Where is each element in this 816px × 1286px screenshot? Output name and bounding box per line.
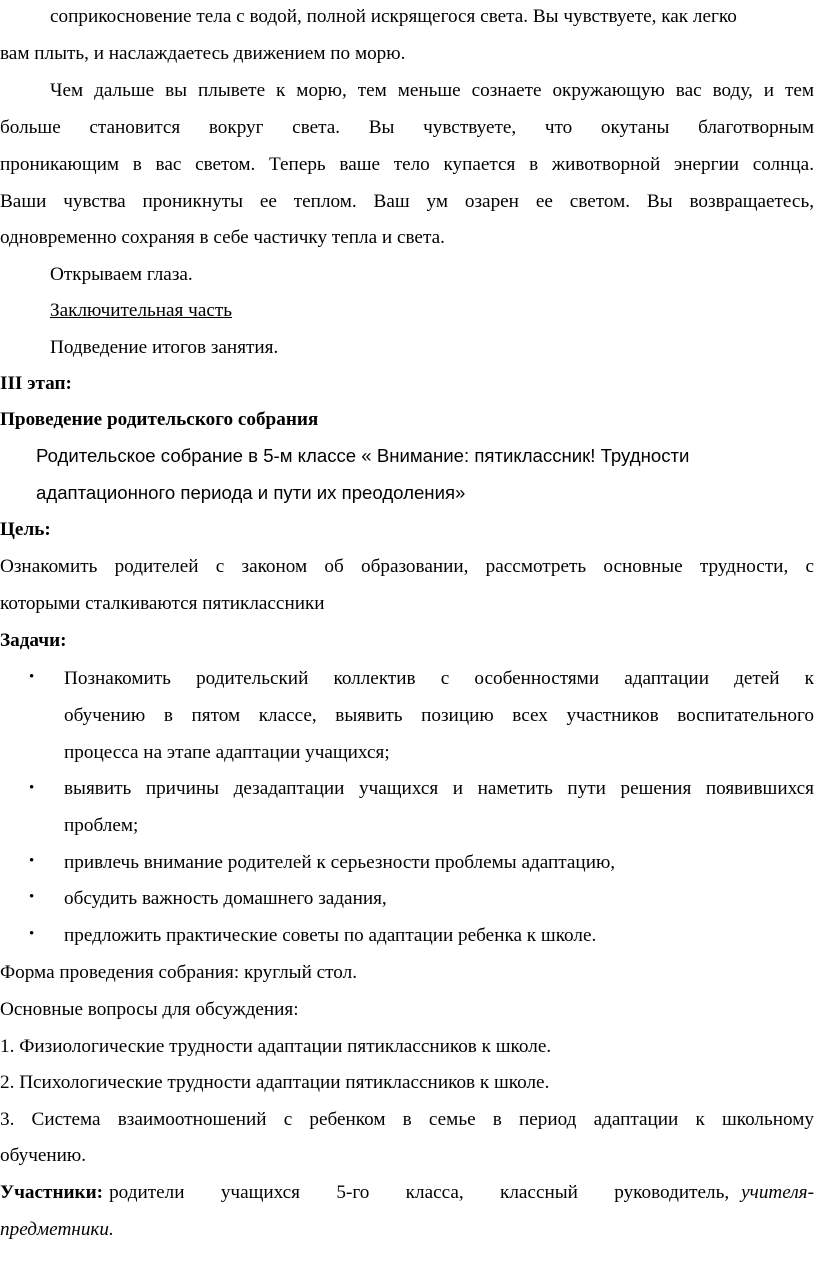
- question-1: 1. Физиологические трудности адаптации пятиклассников к школе.: [0, 1036, 552, 1057]
- bullet-2: •: [29, 780, 35, 796]
- intro-p2-line4: Ваши чувства проникнуты ее теплом. Ваш ум озарен ее светом. Вы возвращаетесь,: [0, 191, 814, 212]
- final-part-heading: Заключительная часть: [50, 300, 232, 321]
- task-4: обсудить важность домашнего задания,: [64, 888, 387, 909]
- tasks-label: Задачи:: [0, 630, 67, 651]
- task-3: привлечь внимание родителей к серьезности проблемы адаптацию,: [64, 852, 616, 873]
- intro-p2-line2: больше становится вокруг света. Вы чувствуете, что окутаны благотворным: [0, 117, 814, 138]
- participants-italic-1: учителя-: [741, 1182, 814, 1203]
- stage-label: III этап:: [0, 373, 72, 394]
- meeting-format: Форма проведения собрания: круглый стол.: [0, 962, 358, 983]
- question-3-line2: обучению.: [0, 1145, 87, 1166]
- open-eyes-text: Открываем глаза.: [50, 264, 193, 285]
- goal-line2: которыми сталкиваются пятиклассники: [0, 593, 325, 614]
- bullet-4: •: [29, 889, 35, 905]
- participants-text: родители учащихся 5-го класса, классный руководитель,: [109, 1182, 730, 1203]
- participants-line1: [0, 1181, 814, 1205]
- task-1-line1: Познакомить родительский коллектив с особенностями адаптации детей к: [64, 668, 814, 689]
- intro-p1-line1: соприкосновение тела с водой, полной искрящегося света. Вы чувствуете, как легко: [50, 6, 737, 27]
- bullet-5: •: [29, 926, 35, 942]
- participants-label: Участники:: [0, 1182, 104, 1203]
- participants-italic-2: предметники.: [0, 1219, 114, 1240]
- task-5: предложить практические советы по адаптации ребенка к школе.: [64, 925, 597, 946]
- participants-words: [109, 1181, 814, 1205]
- intro-p2-line1: Чем дальше вы плывете к морю, тем меньше сознаете окружающую вас воду, и тем: [50, 80, 814, 101]
- task-2-line1: выявить причины дезадаптации учащихся и наметить пути решения появившихся: [64, 778, 814, 799]
- questions-label: Основные вопросы для обсуждения:: [0, 999, 299, 1020]
- intro-p1-line2: вам плыть, и наслаждаетесь движением по морю.: [0, 43, 406, 64]
- meeting-title-line2: адаптационного периода и пути их преодоления»: [36, 482, 466, 503]
- task-1-line3: процесса на этапе адаптации учащихся;: [64, 742, 390, 763]
- summary-text: Подведение итогов занятия.: [50, 337, 279, 358]
- meeting-title-line1: Родительское собрание в 5-м классе « Внимание: пятиклассник! Трудности: [36, 445, 690, 466]
- stage-title: Проведение родительского собрания: [0, 409, 319, 430]
- question-3-line1: 3. Система взаимоотношений с ребенком в семье в период адаптации к школьному: [0, 1109, 814, 1130]
- bullet-1: •: [29, 669, 35, 685]
- task-2-line2: проблем;: [64, 815, 139, 836]
- goal-label: Цель:: [0, 519, 51, 540]
- goal-line1: Ознакомить родителей с законом об образовании, рассмотреть основные трудности, с: [0, 556, 814, 577]
- intro-p2-line5: одновременно сохраняя в себе частичку тепла и света.: [0, 227, 445, 248]
- bullet-3: •: [29, 853, 35, 869]
- intro-p2-line3: проникающим в вас светом. Теперь ваше тело купается в животворной энергии солнца.: [0, 154, 814, 175]
- question-2: 2. Психологические трудности адаптации пятиклассников к школе.: [0, 1072, 550, 1093]
- task-1-line2: обучению в пятом классе, выявить позицию всех участников воспитательного: [64, 705, 814, 726]
